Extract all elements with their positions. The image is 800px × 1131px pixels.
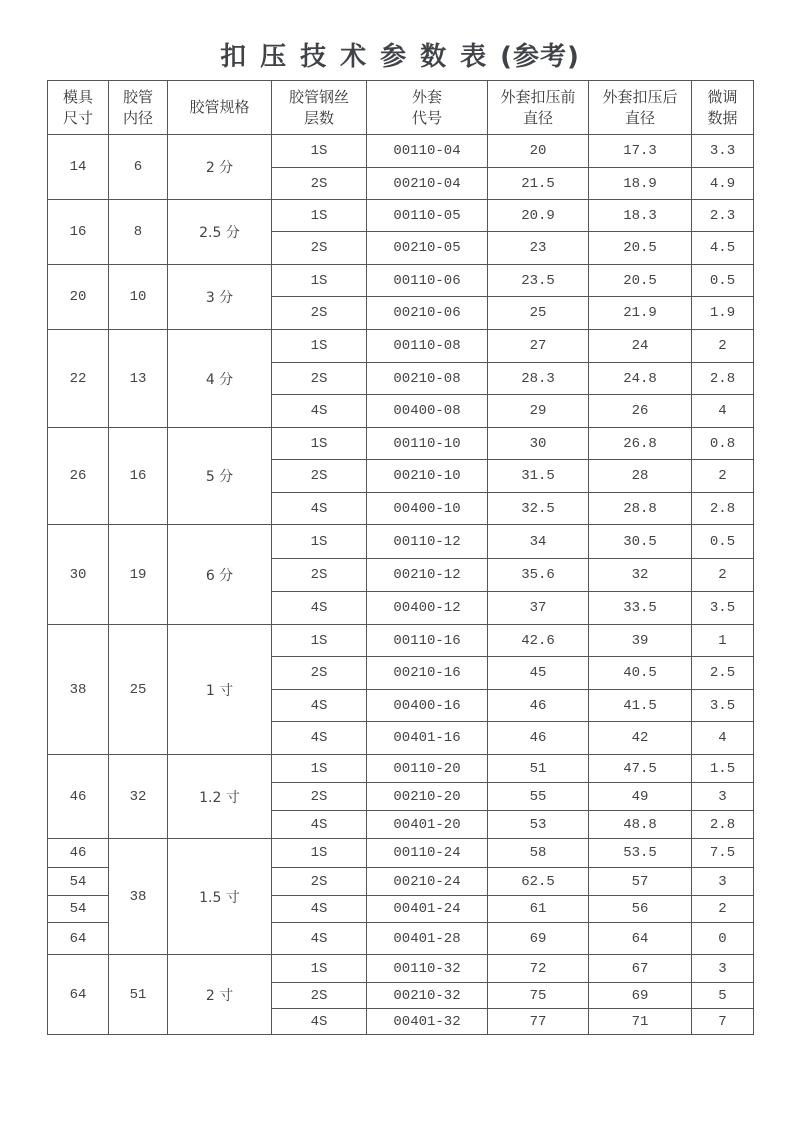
diameter-before-cell: 23.5	[488, 265, 589, 297]
fine-adjust-cell: 3	[692, 783, 754, 811]
die-size-cell: 16	[48, 200, 109, 265]
die-size-cell: 14	[48, 135, 109, 200]
ferrule-code-cell: 00401-24	[367, 896, 488, 923]
hose-spec-cell: 2 寸	[168, 955, 272, 1035]
fine-adjust-cell: 3.5	[692, 592, 754, 625]
wire-layer-cell: 4S	[272, 811, 367, 839]
diameter-after-cell: 39	[589, 625, 692, 657]
ferrule-code-cell: 00210-06	[367, 297, 488, 330]
table-row	[48, 135, 754, 168]
header-diameter-after: 外套扣压后 直径	[589, 81, 692, 135]
header-wire-layers: 胶管钢丝 层数	[272, 81, 367, 135]
table-body	[48, 135, 754, 1035]
fine-adjust-cell: 0	[692, 923, 754, 955]
ferrule-code-cell: 00110-05	[367, 200, 488, 232]
wire-layer-cell: 1S	[272, 428, 367, 460]
ferrule-code-cell: 00110-04	[367, 135, 488, 168]
ferrule-code-cell: 00210-05	[367, 232, 488, 265]
fine-adjust-cell: 3.3	[692, 135, 754, 168]
wire-layer-cell: 2S	[272, 983, 367, 1009]
diameter-before-cell: 23	[488, 232, 589, 265]
fine-adjust-cell: 7	[692, 1009, 754, 1035]
ferrule-code-cell: 00110-32	[367, 955, 488, 983]
die-size-cell: 26	[48, 428, 109, 525]
diameter-before-cell: 77	[488, 1009, 589, 1035]
diameter-before-cell: 20	[488, 135, 589, 168]
wire-layer-cell: 2S	[272, 783, 367, 811]
hose-inner-diameter-cell: 38	[109, 839, 168, 955]
diameter-after-cell: 18.9	[589, 168, 692, 200]
header-ferrule-code: 外套 代号	[367, 81, 488, 135]
wire-layer-cell: 1S	[272, 625, 367, 657]
diameter-after-cell: 49	[589, 783, 692, 811]
fine-adjust-cell: 2	[692, 460, 754, 493]
die-size-cell: 30	[48, 525, 109, 625]
die-size-cell: 38	[48, 625, 109, 755]
diameter-after-cell: 17.3	[589, 135, 692, 168]
ferrule-code-cell: 00401-32	[367, 1009, 488, 1035]
title-main: 扣压技术参数表	[220, 42, 501, 72]
diameter-before-cell: 20.9	[488, 200, 589, 232]
ferrule-code-cell: 00210-04	[367, 168, 488, 200]
diameter-after-cell: 33.5	[589, 592, 692, 625]
header-die-size: 模具 尺寸	[48, 81, 109, 135]
hose-inner-diameter-cell: 16	[109, 428, 168, 525]
diameter-after-cell: 41.5	[589, 690, 692, 722]
table-row	[48, 839, 754, 868]
header-hose-inner-diameter: 胶管 内径	[109, 81, 168, 135]
fine-adjust-cell: 0.5	[692, 265, 754, 297]
diameter-after-cell: 57	[589, 868, 692, 896]
header-hose-spec: 胶管规格	[168, 81, 272, 135]
fine-adjust-cell: 2.3	[692, 200, 754, 232]
hose-inner-diameter-cell: 13	[109, 330, 168, 428]
diameter-before-cell: 28.3	[488, 363, 589, 395]
diameter-after-cell: 28.8	[589, 493, 692, 525]
fine-adjust-cell: 3	[692, 955, 754, 983]
header-diameter-before: 外套扣压前 直径	[488, 81, 589, 135]
diameter-after-cell: 18.3	[589, 200, 692, 232]
table-row	[48, 755, 754, 783]
hose-inner-diameter-cell: 8	[109, 200, 168, 265]
wire-layer-cell: 4S	[272, 592, 367, 625]
diameter-before-cell: 35.6	[488, 559, 589, 592]
ferrule-code-cell: 00110-20	[367, 755, 488, 783]
diameter-after-cell: 48.8	[589, 811, 692, 839]
diameter-before-cell: 32.5	[488, 493, 589, 525]
diameter-after-cell: 30.5	[589, 525, 692, 559]
fine-adjust-cell: 5	[692, 983, 754, 1009]
wire-layer-cell: 2S	[272, 559, 367, 592]
table-row	[48, 265, 754, 297]
wire-layer-cell: 2S	[272, 363, 367, 395]
header-row	[48, 81, 754, 135]
wire-layer-cell: 4S	[272, 395, 367, 428]
diameter-before-cell: 46	[488, 722, 589, 755]
diameter-after-cell: 42	[589, 722, 692, 755]
die-size-cell: 46	[48, 755, 109, 839]
fine-adjust-cell: 1	[692, 625, 754, 657]
die-size-cell: 54	[48, 868, 109, 896]
hose-inner-diameter-cell: 32	[109, 755, 168, 839]
hose-spec-cell: 1.5 寸	[168, 839, 272, 955]
hose-spec-cell: 2 分	[168, 135, 272, 200]
ferrule-code-cell: 00110-10	[367, 428, 488, 460]
table-row	[48, 200, 754, 232]
table-row	[48, 955, 754, 983]
diameter-after-cell: 69	[589, 983, 692, 1009]
hose-spec-cell: 4 分	[168, 330, 272, 428]
fine-adjust-cell: 2.5	[692, 657, 754, 690]
diameter-after-cell: 20.5	[589, 265, 692, 297]
diameter-after-cell: 24	[589, 330, 692, 363]
header-fine-adjust: 微调 数据	[692, 81, 754, 135]
diameter-after-cell: 28	[589, 460, 692, 493]
diameter-before-cell: 62.5	[488, 868, 589, 896]
table-row	[48, 330, 754, 363]
die-size-cell: 54	[48, 896, 109, 923]
hose-inner-diameter-cell: 51	[109, 955, 168, 1035]
diameter-after-cell: 67	[589, 955, 692, 983]
fine-adjust-cell: 3	[692, 868, 754, 896]
diameter-before-cell: 46	[488, 690, 589, 722]
diameter-before-cell: 75	[488, 983, 589, 1009]
fine-adjust-cell: 0.5	[692, 525, 754, 559]
wire-layer-cell: 2S	[272, 168, 367, 200]
fine-adjust-cell: 4.9	[692, 168, 754, 200]
diameter-after-cell: 26.8	[589, 428, 692, 460]
diameter-after-cell: 64	[589, 923, 692, 955]
fine-adjust-cell: 4	[692, 395, 754, 428]
ferrule-code-cell: 00210-10	[367, 460, 488, 493]
diameter-before-cell: 69	[488, 923, 589, 955]
table-row	[48, 428, 754, 460]
wire-layer-cell: 4S	[272, 493, 367, 525]
diameter-after-cell: 47.5	[589, 755, 692, 783]
die-size-cell: 64	[48, 923, 109, 955]
hose-inner-diameter-cell: 6	[109, 135, 168, 200]
fine-adjust-cell: 0.8	[692, 428, 754, 460]
wire-layer-cell: 2S	[272, 297, 367, 330]
diameter-after-cell: 71	[589, 1009, 692, 1035]
die-size-cell: 22	[48, 330, 109, 428]
ferrule-code-cell: 00401-16	[367, 722, 488, 755]
diameter-before-cell: 37	[488, 592, 589, 625]
ferrule-code-cell: 00400-10	[367, 493, 488, 525]
diameter-before-cell: 51	[488, 755, 589, 783]
wire-layer-cell: 2S	[272, 232, 367, 265]
fine-adjust-cell: 2	[692, 896, 754, 923]
wire-layer-cell: 1S	[272, 330, 367, 363]
hose-spec-cell: 5 分	[168, 428, 272, 525]
wire-layer-cell: 1S	[272, 265, 367, 297]
wire-layer-cell: 1S	[272, 525, 367, 559]
diameter-before-cell: 31.5	[488, 460, 589, 493]
fine-adjust-cell: 2.8	[692, 493, 754, 525]
diameter-before-cell: 72	[488, 955, 589, 983]
wire-layer-cell: 1S	[272, 200, 367, 232]
diameter-before-cell: 25	[488, 297, 589, 330]
ferrule-code-cell: 00400-12	[367, 592, 488, 625]
diameter-after-cell: 26	[589, 395, 692, 428]
ferrule-code-cell: 00210-32	[367, 983, 488, 1009]
fine-adjust-cell: 1.5	[692, 755, 754, 783]
die-size-cell: 20	[48, 265, 109, 330]
hose-spec-cell: 3 分	[168, 265, 272, 330]
ferrule-code-cell: 00210-12	[367, 559, 488, 592]
hose-inner-diameter-cell: 19	[109, 525, 168, 625]
die-size-cell: 46	[48, 839, 109, 868]
fine-adjust-cell: 4	[692, 722, 754, 755]
diameter-before-cell: 61	[488, 896, 589, 923]
title-suffix: (参考)	[500, 42, 580, 72]
hose-spec-cell: 6 分	[168, 525, 272, 625]
wire-layer-cell: 2S	[272, 460, 367, 493]
ferrule-code-cell: 00210-08	[367, 363, 488, 395]
table-row	[48, 525, 754, 559]
ferrule-code-cell: 00110-12	[367, 525, 488, 559]
fine-adjust-cell: 2	[692, 330, 754, 363]
ferrule-code-cell: 00210-16	[367, 657, 488, 690]
crimping-parameter-table	[47, 80, 754, 1035]
diameter-before-cell: 27	[488, 330, 589, 363]
diameter-after-cell: 40.5	[589, 657, 692, 690]
ferrule-code-cell: 00210-24	[367, 868, 488, 896]
hose-spec-cell: 1.2 寸	[168, 755, 272, 839]
fine-adjust-cell: 3.5	[692, 690, 754, 722]
wire-layer-cell: 1S	[272, 955, 367, 983]
wire-layer-cell: 2S	[272, 657, 367, 690]
diameter-after-cell: 20.5	[589, 232, 692, 265]
fine-adjust-cell: 1.9	[692, 297, 754, 330]
hose-inner-diameter-cell: 10	[109, 265, 168, 330]
wire-layer-cell: 1S	[272, 135, 367, 168]
ferrule-code-cell: 00110-16	[367, 625, 488, 657]
wire-layer-cell: 4S	[272, 722, 367, 755]
diameter-before-cell: 34	[488, 525, 589, 559]
wire-layer-cell: 1S	[272, 839, 367, 868]
wire-layer-cell: 4S	[272, 1009, 367, 1035]
diameter-before-cell: 21.5	[488, 168, 589, 200]
page-title	[0, 36, 800, 73]
diameter-before-cell: 45	[488, 657, 589, 690]
diameter-after-cell: 56	[589, 896, 692, 923]
table-row	[48, 625, 754, 657]
wire-layer-cell: 4S	[272, 923, 367, 955]
wire-layer-cell: 4S	[272, 896, 367, 923]
diameter-before-cell: 42.6	[488, 625, 589, 657]
ferrule-code-cell: 00210-20	[367, 783, 488, 811]
diameter-after-cell: 53.5	[589, 839, 692, 868]
hose-spec-cell: 1 寸	[168, 625, 272, 755]
fine-adjust-cell: 2	[692, 559, 754, 592]
diameter-before-cell: 29	[488, 395, 589, 428]
diameter-before-cell: 55	[488, 783, 589, 811]
diameter-after-cell: 24.8	[589, 363, 692, 395]
fine-adjust-cell: 2.8	[692, 811, 754, 839]
diameter-after-cell: 32	[589, 559, 692, 592]
diameter-before-cell: 58	[488, 839, 589, 868]
hose-spec-cell: 2.5 分	[168, 200, 272, 265]
wire-layer-cell: 2S	[272, 868, 367, 896]
fine-adjust-cell: 4.5	[692, 232, 754, 265]
ferrule-code-cell: 00401-20	[367, 811, 488, 839]
wire-layer-cell: 4S	[272, 690, 367, 722]
hose-inner-diameter-cell: 25	[109, 625, 168, 755]
ferrule-code-cell: 00110-08	[367, 330, 488, 363]
diameter-before-cell: 30	[488, 428, 589, 460]
fine-adjust-cell: 2.8	[692, 363, 754, 395]
diameter-before-cell: 53	[488, 811, 589, 839]
ferrule-code-cell: 00401-28	[367, 923, 488, 955]
ferrule-code-cell: 00400-16	[367, 690, 488, 722]
ferrule-code-cell: 00110-06	[367, 265, 488, 297]
diameter-after-cell: 21.9	[589, 297, 692, 330]
wire-layer-cell: 1S	[272, 755, 367, 783]
ferrule-code-cell: 00110-24	[367, 839, 488, 868]
ferrule-code-cell: 00400-08	[367, 395, 488, 428]
fine-adjust-cell: 7.5	[692, 839, 754, 868]
die-size-cell: 64	[48, 955, 109, 1035]
